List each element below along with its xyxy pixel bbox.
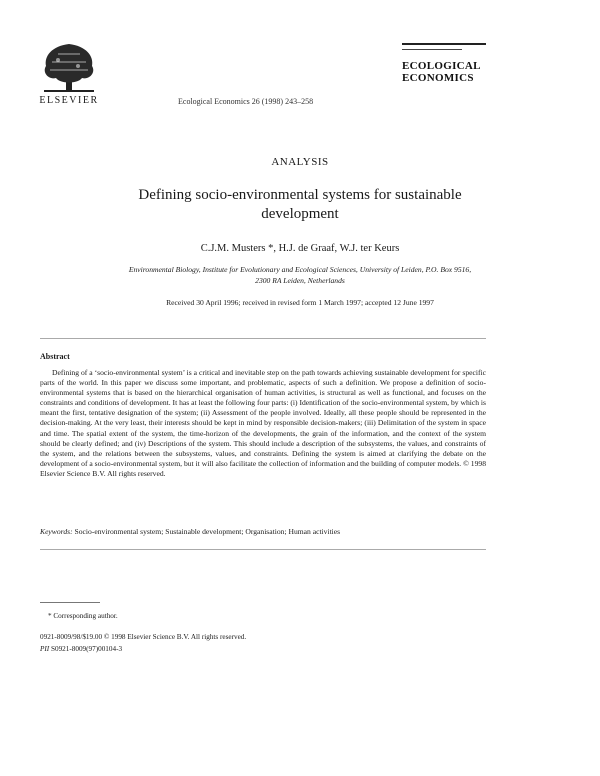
footnote: * Corresponding author. [48,612,118,620]
author-list: C.J.M. Musters *, H.J. de Graaf, W.J. ter Keurs [200,243,400,254]
journal-citation: Ecological Economics 26 (1998) 243–258 [178,97,314,106]
affiliation-line-2: 2300 RA Leiden, Netherlands [255,275,345,285]
keywords [40,527,486,536]
pii-label: PII [40,645,50,653]
journal-logo-line-2: ECONOMICS [402,72,474,84]
article-title-line-2: development [261,206,339,222]
pii-line [40,645,122,653]
pii-value: S0921-8009(97)00104-3 [50,645,123,653]
divider [40,338,486,339]
divider [40,549,486,550]
keywords-text: Socio-environmental system; Sustainable development; Organisation; Human activities [74,527,341,536]
publisher-name: ELSEVIER [39,95,99,106]
affiliation [60,265,540,286]
journal-logo-rule [402,43,486,45]
journal-logo [402,60,481,84]
footnote-rule [40,602,100,603]
affiliation-line-1: Environmental Biology, Institute for Evolutionary and Ecological Sciences, University of Leiden, P.O. Box 9516, [128,265,472,274]
abstract-body: Defining of a ‘socio-environmental system’ is a critical and inevitable step on the path towards achieving sustainable development for specific parts of the world. In this paper we discuss some important, and problematic, aspects of such a definition. We propose a definition of socio-environmental systems that is based on the hierarchical organisation of human activities, is structural as well as functional, and focuses on the constraints and conditions of development. It has at least the following four parts: (i) Identification of the socio-environmental system, by which is meant the first, tentative designation of the system; (ii) Assessment of the people involved. Ideally, all these people should be represented in the decision-making. At the very least, their interests should be kept in mind by responsible decision-makers; (iii) Delimitation of the system in space and time. The spatial extent of the system, the time-horizon of the developments, the grain of the information, and the context of the system should be clearly defined; and (iv) Descriptions of the system. This should include a description of the subsystems, the values, and constraints of the system, and the relations between the subsystems, values, and constraints. Defining the system is aimed at clarifying the debate on the development of a socio-environmental system, but it will also facilitate the collection of information and the building of computer models. © 1998 Elsevier Science B.V. All rights reserved. [40,368,486,478]
keywords-label: Keywords: [40,527,73,536]
article-title-line-1: Defining socio-environmental systems for sustainable [138,187,462,203]
issn-copyright: 0921-8009/98/$19.00 © 1998 Elsevier Science B.V. All rights reserved. [40,633,247,641]
journal-logo-rule-thin [402,49,462,50]
received-dates: Received 30 April 1996; received in revised form 1 March 1997; accepted 12 June 1997 [166,298,434,307]
journal-logo-line-1: ECOLOGICAL [402,60,481,72]
abstract-heading: Abstract [40,352,70,361]
article-title [60,186,540,224]
section-label: ANALYSIS [271,156,329,168]
